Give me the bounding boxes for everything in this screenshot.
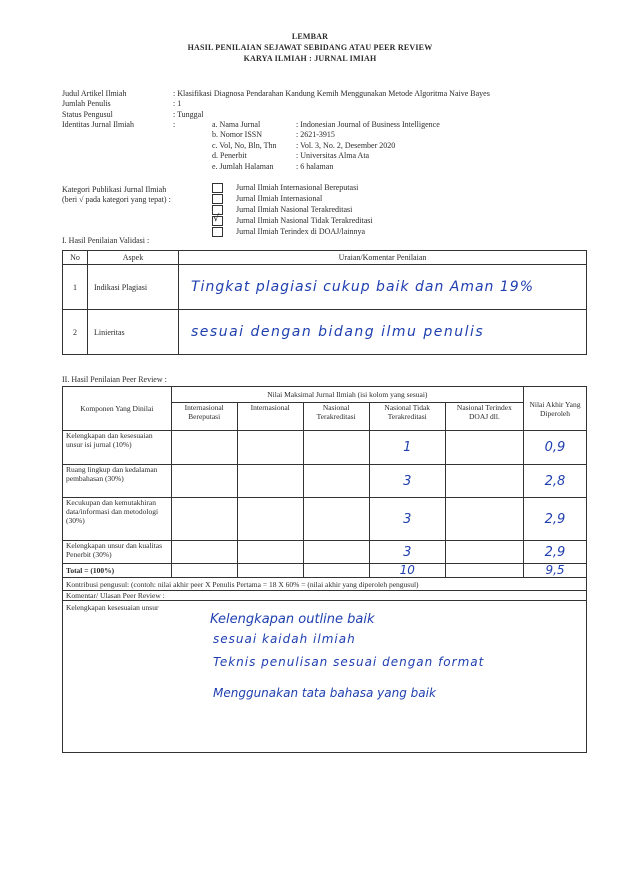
total-row [63,564,587,578]
halaman-value: : 6 halaman [296,162,334,171]
table-row [63,265,587,310]
penerbit-value: : Universitas Alma Ata [296,151,370,160]
row-max-value: 3 [369,465,445,498]
kategori-checkbox-5[interactable] [212,227,223,237]
row-max-value: 1 [369,431,445,465]
komentar-label: Komentar/ Ulasan Peer Review : [63,591,587,601]
kategori-instruction: (beri √ pada kategori yang tepat) : [62,195,171,204]
komentar-box [63,601,587,753]
table-row [63,310,587,355]
row-no: 2 [63,310,88,355]
kelengkapan-label: Kelengkapan kesesuaian unsur [66,603,159,612]
table-row [63,431,587,465]
issn-label: b. Nomor ISSN [212,130,263,139]
header-aspek: Aspek [88,251,179,265]
total-final-value: 9,5 [524,564,587,578]
identitas-colon: : [173,120,176,129]
table-row [63,498,587,541]
header-nasional-tidak-terakreditasi: Nasional Tidak Terakreditasi [369,403,445,431]
penerbit-label: d. Penerbit [212,151,247,160]
judul-value: : Klasifikasi Diagnosa Pendarahan Kandung Kemih Menggunakan Metode Algoritma Naive Bayes [173,89,490,98]
row-max-value: 3 [369,498,445,541]
jumlah-penulis-label: Jumlah Penulis [62,99,111,108]
kontribusi-note: Kontribusi pengusul: (contoh: nilai akhir peer X Penulis Pertama = 18 X 60% = (nilai akhir yang diperoleh pengusul) [63,578,587,591]
peer-review-table [62,386,587,753]
kategori-option-3: Jurnal Ilmiah Nasional Terakreditasi [236,205,353,214]
kategori-option-1: Jurnal Ilmiah Internasional Bereputasi [236,183,359,192]
row-no: 1 [63,265,88,310]
section1-title: I. Hasil Penilaian Validasi : [62,236,150,245]
total-label: Total = (100%) [63,564,172,578]
volume-value: : Vol. 3, No. 2, Desember 2020 [296,141,396,150]
status-pengusul-label: Status Pengusul [62,110,113,119]
header-internasional-bereputasi: Internasional Bereputasi [171,403,237,431]
kategori-checkbox-2[interactable] [212,194,223,204]
row-komponen: Kecukupan dan kemutakhiran data/informasi dan metodologi (30%) [63,498,172,541]
volume-label: c. Vol, No, Bln, Thn [212,141,277,150]
header-komponen: Komponen Yang Dinilai [63,387,172,431]
row-final-value: 2,8 [524,465,587,498]
doc-title-line2: HASIL PENILAIAN SEJAWAT SEBIDANG ATAU PEER REVIEW [187,43,433,52]
validasi-table [62,250,587,355]
header-internasional: Internasional [237,403,303,431]
kategori-checkbox-4[interactable] [212,213,223,226]
header-nilai-maksimal: Nilai Maksimal Jurnal Ilmiah (isi kolom yang sesuai) [171,387,523,403]
row-komponen: Ruang lingkup dan kedalaman pembahasan (30%) [63,465,172,498]
komentar-line-1: Kelengkapan outline baik [210,612,375,627]
row-final-value: 0,9 [524,431,587,465]
header-komentar: Uraian/Komentar Penilaian [179,251,587,265]
komentar-line-4: Menggunakan tata bahasa yang baik [213,686,436,700]
jumlah-penulis-value: : 1 [173,99,182,108]
judul-label: Judul Artikel Ilmiah [62,89,127,98]
issn-value: : 2621-3915 [296,130,335,139]
header-nasional-terakreditasi: Nasional Terakreditasi [303,403,369,431]
status-pengusul-value: : Tunggal [173,110,204,119]
header-nilai-akhir: Nilai Akhir Yang Diperoleh [524,387,587,431]
komentar-line-2: sesuai kaidah ilmiah [213,632,356,646]
kategori-option-2: Jurnal Ilmiah Internasional [236,194,323,203]
check-mark-icon: √ [213,213,220,224]
kategori-checkbox-1[interactable] [212,183,223,193]
row-final-value: 2,9 [524,541,587,564]
row-komentar-handwritten: Tingkat plagiasi cukup baik dan Aman 19% [179,265,587,310]
row-komponen: Kelengkapan unsur dan kualitas Penerbit (30%) [63,541,172,564]
table-row [63,541,587,564]
identitas-label: Identitas Jurnal Ilmiah [62,120,134,129]
kategori-option-4: Jurnal Ilmiah Nasional Tidak Terakreditasi [236,216,373,225]
row-max-value: 3 [369,541,445,564]
header-terindex-doaj: Nasional Terindex DOAJ dll. [445,403,523,431]
komentar-line-3: Teknis penulisan sesuai dengan format [213,655,485,669]
doc-title-line1: LEMBAR [291,32,329,41]
header-no: No [63,251,88,265]
row-komponen: Kelengkapan dan kesesuaian unsur isi jurnal (10%) [63,431,172,465]
kategori-option-5: Jurnal Ilmiah Terindex di DOAJ/lainnya [236,227,366,236]
table-row [63,465,587,498]
section2-title: II. Hasil Penilaian Peer Review : [62,375,167,384]
total-max-value: 10 [369,564,445,578]
kategori-label: Kategori Publikasi Jurnal Ilmiah [62,185,167,194]
doc-title-line3: KARYA ILMIAH : JURNAL IMIAH [243,54,377,63]
halaman-label: e. Jumlah Halaman [212,162,274,171]
row-final-value: 2,9 [524,498,587,541]
nama-jurnal-value: : Indonesian Journal of Business Intelligence [296,120,440,129]
row-aspek: Indikasi Plagiasi [88,265,179,310]
row-komentar-handwritten: sesuai dengan bidang ilmu penulis [179,310,587,355]
nama-jurnal-label: a. Nama Jurnal [212,120,261,129]
row-aspek: Linieritas [88,310,179,355]
